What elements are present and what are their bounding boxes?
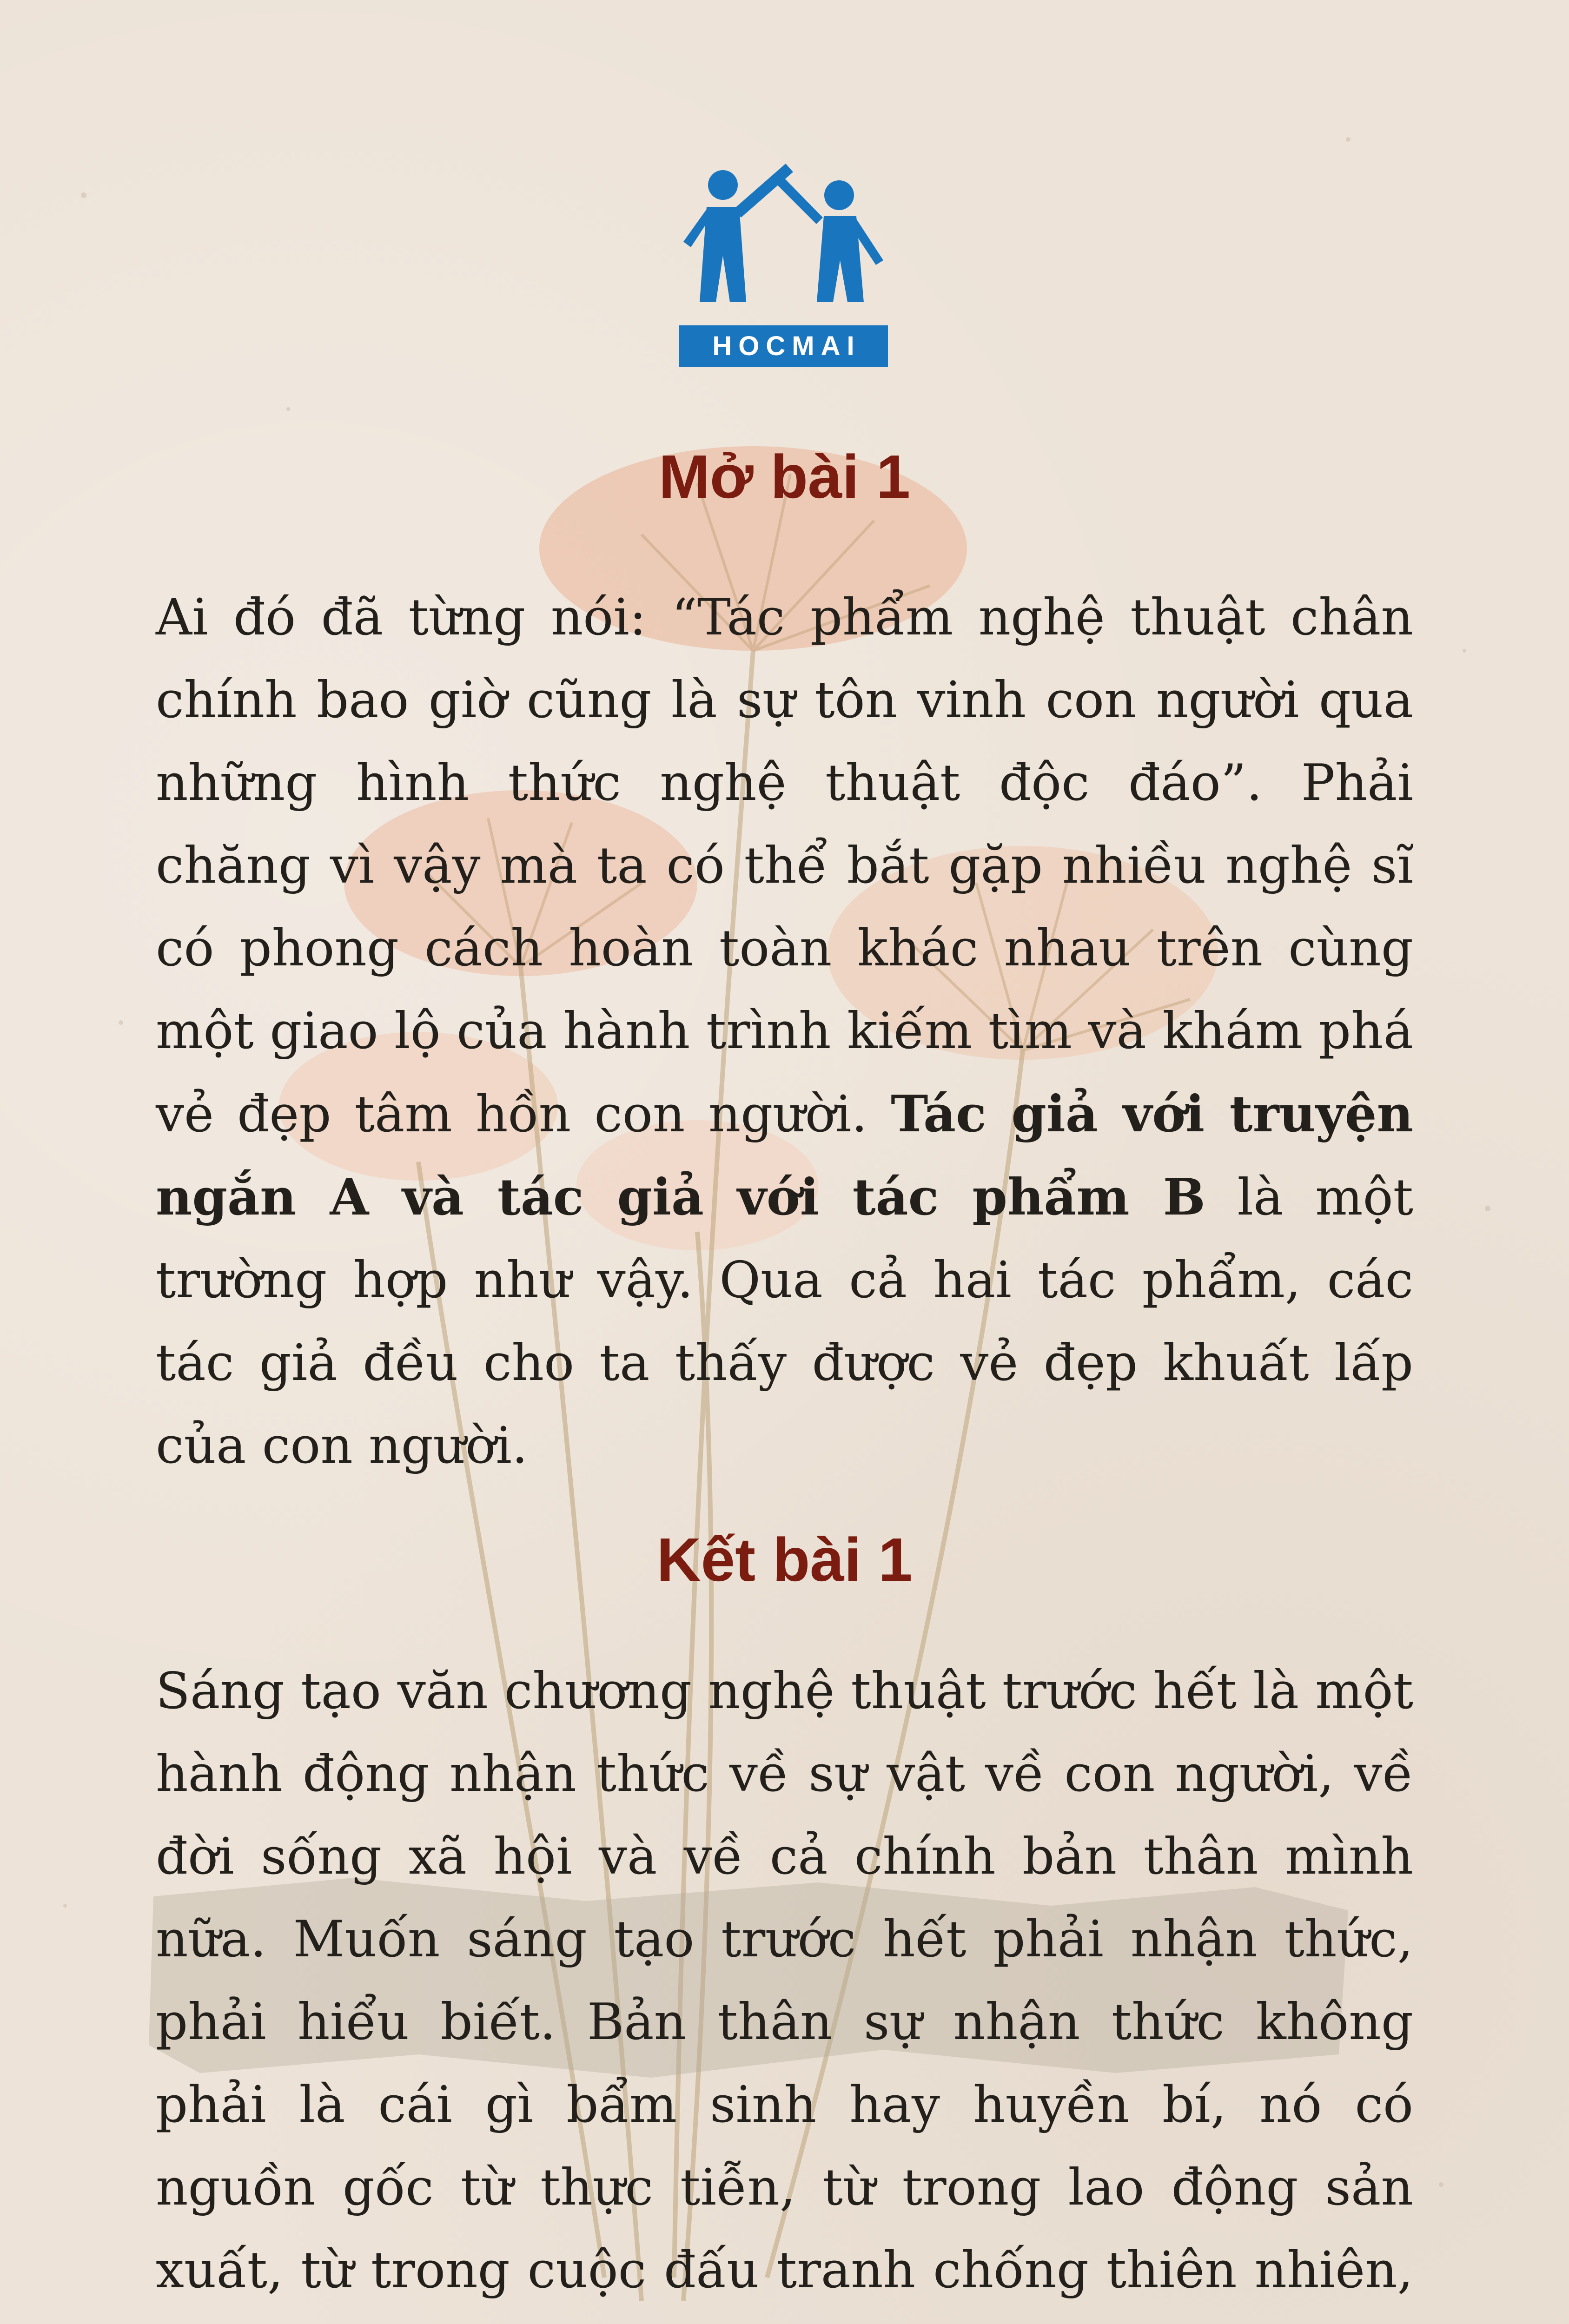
two-people-raising-arms-icon — [679, 163, 888, 321]
mo-bai-paragraph — [156, 576, 1413, 1487]
mo-bai-bold-text: Tác giả với truyện ngắn A và tác giả với tác phẩm B — [156, 1085, 1413, 1227]
section-heading-mo-bai: Mở bài 1 — [658, 442, 911, 511]
logo-text: HOCMAI — [679, 325, 888, 367]
section-heading-ket-bai: Kết bài 1 — [656, 1525, 913, 1594]
mo-bai-text-end: là một trường hợp như vậy. Qua cả hai tác phẩm, các tác giả đều cho ta thấy được vẻ đẹp khuất lấp của con người. — [156, 1169, 1414, 1475]
hocmai-logo[interactable] — [679, 163, 888, 367]
mo-bai-text-start: Ai đó đã từng nói: “Tác phẩm nghệ thuật chân chính bao giờ cũng là sự tôn vinh con người qua những hình thức nghệ thuật độc đáo”. Phải chăng vì vậy mà ta có thể bắt gặp nhiều nghệ sĩ có phong cách hoàn toàn khác nhau trên cùng một giao lộ của hành trình kiếm tìm và khám phá vẻ đẹp tâm hồn con người. — [156, 588, 1413, 1143]
ket-bai-paragraph: Sáng tạo văn chương nghệ thuật trước hết là một hành động nhận thức về sự vật về con người, về đời sống xã hội và về cả chính bản thân mình nữa. Muốn sáng tạo trước hết phải nhận thức, phải hiểu biết. Bản thân sự nhận thức không phải là cái gì bẩm sinh hay huyền bí, nó có nguồn gốc từ thực tiễn, từ trong lao động sản xuất, từ trong cuộc đấu tranh chống thiên nhiên, — [156, 1662, 1413, 2299]
